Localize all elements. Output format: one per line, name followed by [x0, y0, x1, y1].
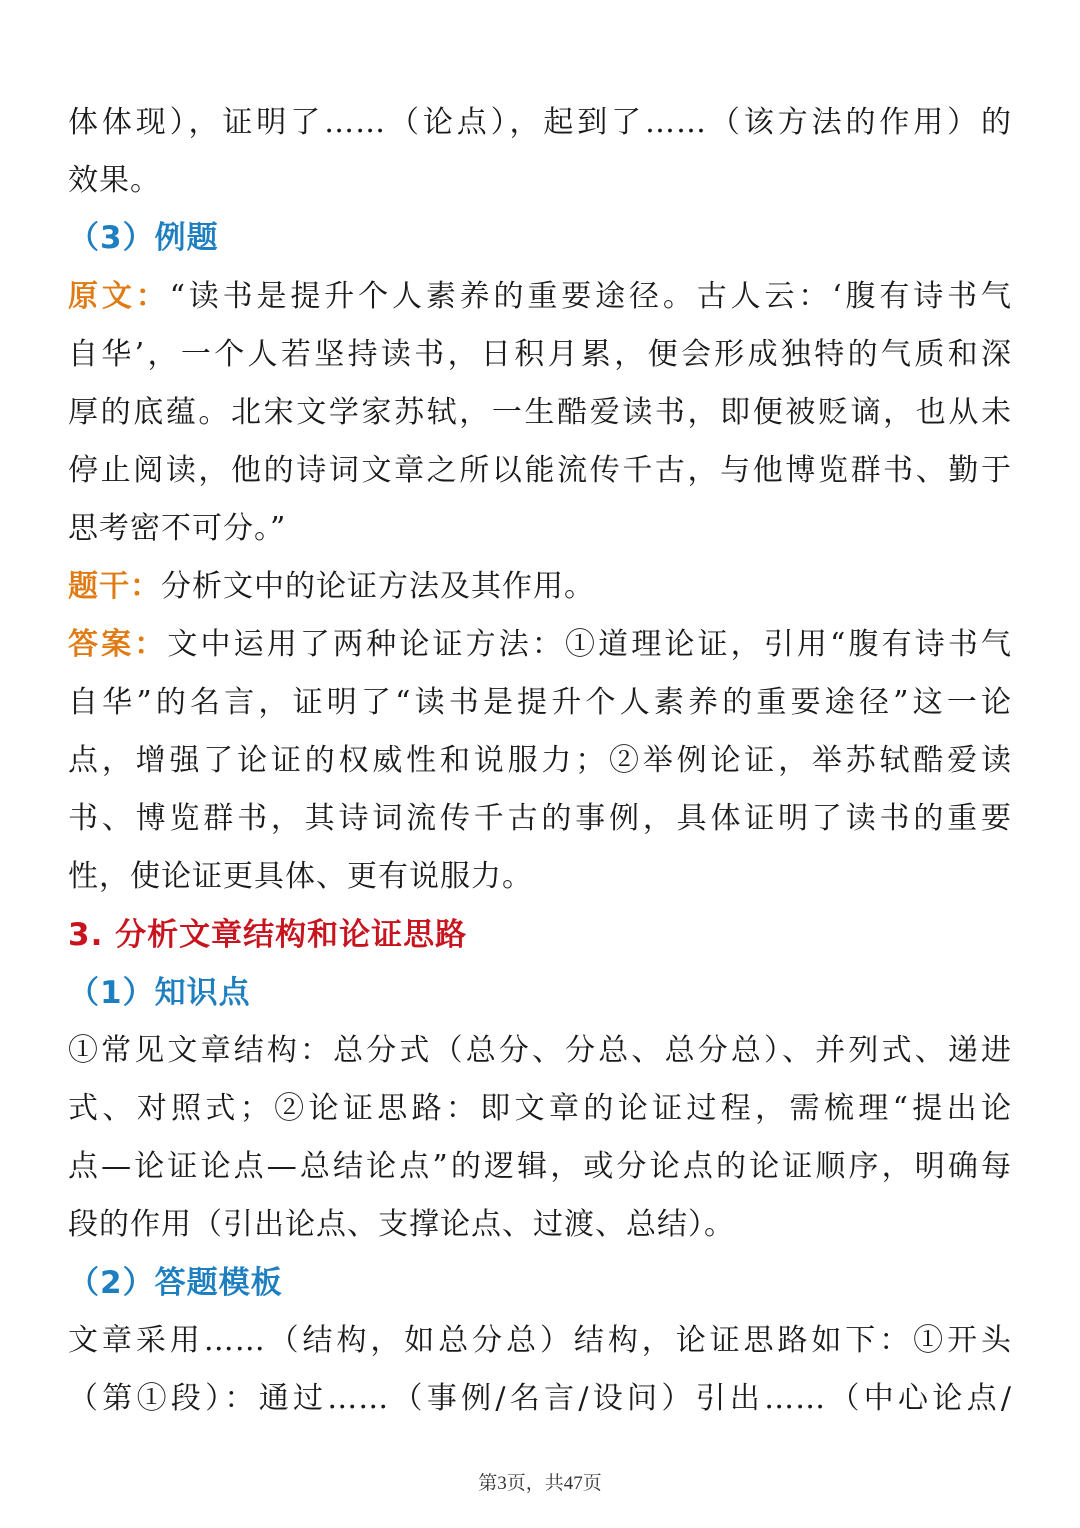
text-line: 自华”的名言，证明了“读书是提升个人素养的重要途径”这一论 [68, 685, 1012, 720]
text-line: 体体现），证明了……（论点），起到了……（该方法的作用）的 [68, 105, 1012, 140]
text-line: 自华’，一个人若坚持读书，日积月累，便会形成独特的气质和深 [68, 337, 1012, 372]
section-heading: 3. 分析文章结构和论证思路 [68, 917, 468, 953]
answer-label: 答案： [68, 627, 168, 662]
text-line: 思考密不可分。” [68, 511, 287, 546]
text-line: ①常见文章结构：总分式（总分、分总、总分总）、并列式、递进 [68, 1033, 1012, 1068]
subheading-example: （3）例题 [68, 220, 219, 256]
original-text-line: 原文：“读书是提升个人素养的重要途径。古人云：‘腹有诗书气 [68, 279, 1012, 314]
page-footer: 第3页，共47页 [478, 1473, 602, 1494]
text-line: 厚的底蕴。北宋文学家苏轼，一生酷爱读书，即便被贬谪，也从未 [68, 395, 1012, 430]
question-stem-line: 题干：分析文中的论证方法及其作用。 [68, 569, 595, 604]
stem-label: 题干： [68, 569, 161, 604]
text-line: 点—论证论点—总结论点”的逻辑，或分论点的论证顺序，明确每 [68, 1149, 1012, 1184]
text-line: 点，增强了论证的权威性和说服力；②举例论证，举苏轼酷爱读 [68, 743, 1012, 778]
text-line: 效果。 [68, 163, 161, 198]
original-label: 原文： [68, 279, 170, 314]
text-line: （第①段）：通过……（事例/名言/设问）引出……（中心论点/ [68, 1381, 1012, 1416]
subheading-template: （2）答题模板 [68, 1265, 283, 1301]
answer-line: 答案：文中运用了两种论证方法：①道理论证，引用“腹有诗书气 [68, 627, 1012, 662]
text-line: 停止阅读，他的诗词文章之所以能流传千古，与他博览群书、勤于 [68, 453, 1012, 488]
text-line: 文章采用……（结构，如总分总）结构，论证思路如下：①开头 [68, 1323, 1012, 1358]
text-line: 式、对照式；②论证思路：即文章的论证过程，需梳理“提出论 [68, 1091, 1012, 1126]
subheading-knowledge: （1）知识点 [68, 975, 251, 1011]
text-line: 性，使论证更具体、更有说服力。 [68, 859, 533, 894]
text-line: 段的作用（引出论点、支撑论点、过渡、总结）。 [68, 1207, 735, 1242]
text-line: 书、博览群书，其诗词流传千古的事例，具体证明了读书的重要 [68, 801, 1012, 836]
